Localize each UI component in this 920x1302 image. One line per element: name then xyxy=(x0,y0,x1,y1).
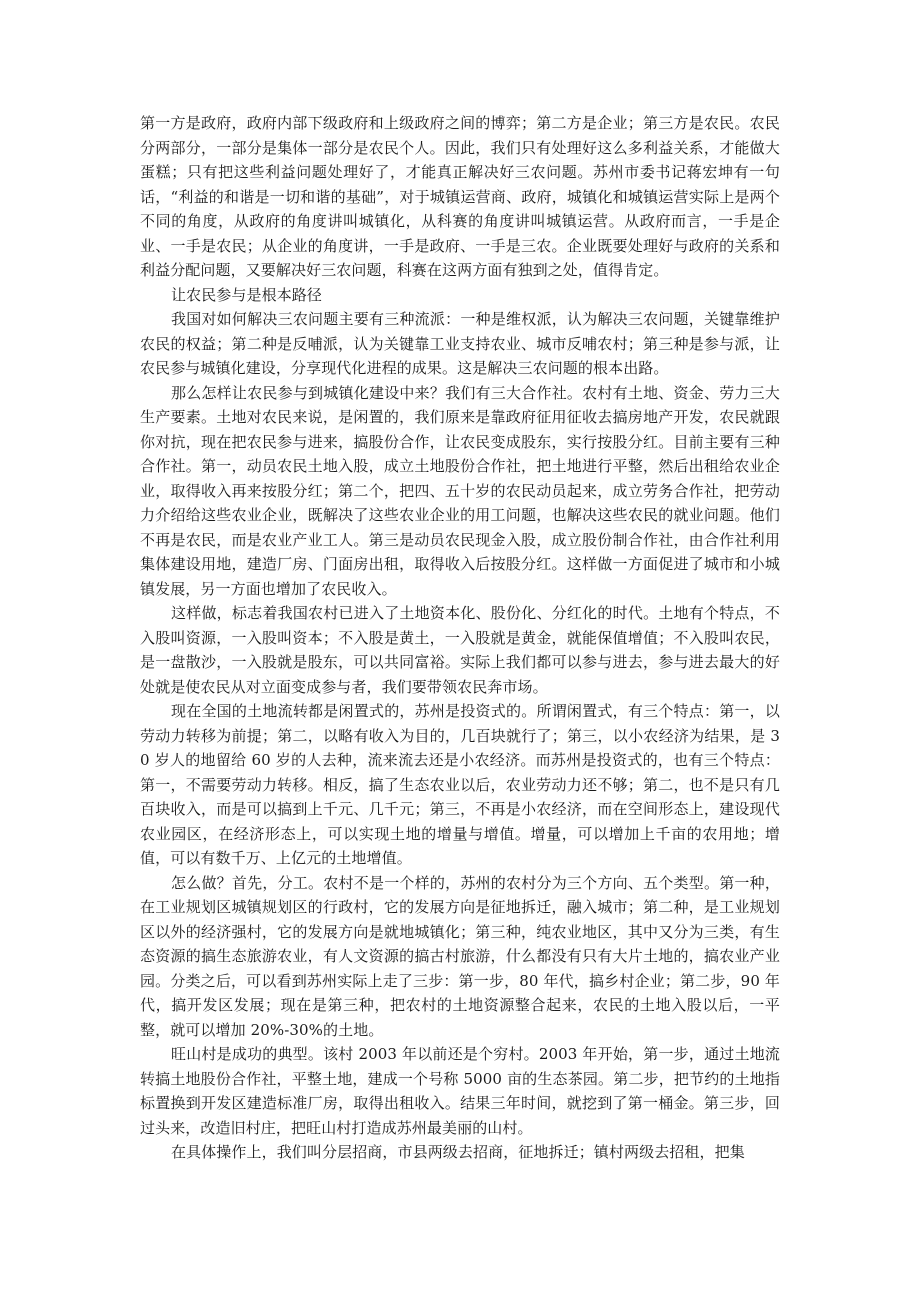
paragraph-2: 我国对如何解决三农问题主要有三种流派：一种是维权派，认为解决三农问题，关键靠维护农民的权益；第二种是反哺派，认为关键靠工业支持农业、城市反哺农村；第三种是参与派，让农民参与城镇化建设，分享现代化进程的成果。这是解决三农问题的根本出路。 xyxy=(140,310,780,377)
paragraph-3: 那么怎样让农民参与到城镇化建设中来？我们有三大合作社。农村有土地、资金、劳力三大生产要素。土地对农民来说，是闲置的，我们原来是靠政府征用征收去搞房地产开发，农民就跟你对抗，现在把农民参与进来，搞股份合作，让农民变成股东，实行按股分红。目前主要有三种合作社。第一，动员农民土地入股，成立土地股份合作社，把土地进行平整，然后出租给农业企业，取得收入再来按股分红；第二个，把四、五十岁的农民动员起来，成立劳务合作社，把劳动力介绍给这些农业企业，既解决了这些农业企业的用工问题，也解决这些农民的就业问题。他们不再是农民，而是农业产业工人。第三是动员农民现金入股，成立股份制合作社，由合作社利用集体建设用地，建造厂房、门面房出租，取得收入后按股分红。这样做一方面促进了城市和小城镇发展，另一方面也增加了农民收入。 xyxy=(140,383,780,598)
paragraph-1: 第一方是政府，政府内部下级政府和上级政府之间的博弈；第二方是企业；第三方是农民。农民分两部分，一部分是集体一部分是农民个人。因此，我们只有处理好这么多利益关系，才能做大蛋糕；只有把这些利益问题处理好了，才能真正解决好三农问题。苏州市委书记蒋宏坤有一句话，“利益的和谐是一切和谐的基础”，对于城镇运营商、政府，城镇化和城镇运营实际上是两个不同的角度，从政府的角度讲叫城镇化，从科赛的角度讲叫城镇运营。从政府而言，一手是企业、一手是农民；从企业的角度讲，一手是政府、一手是三农。企业既要处理好与政府的关系和利益分配问题，又要解决好三农问题，科赛在这两方面有独到之处，值得肯定。 xyxy=(140,114,780,279)
paragraph-5: 现在全国的土地流转都是闲置式的，苏州是投资式的。所谓闲置式，有三个特点：第一，以劳动力转移为前提；第二，以略有收入为目的，几百块就行了；第三，以小农经济为结果，是 30 岁人的地留给 60 岁的人去种，流来流去还是小农经济。而苏州是投资式的，也有三个特点：第一，不需要劳动力转移。相反，搞了生态农业以后，农业劳动力还不够；第二，也不是只有几百块收入，而是可以搞到上千元、几千元；第三，不再是小农经济，而在空间形态上，建设现代农业园区，在经济形态上，可以实现土地的增量与增值。增量，可以增加上千亩的农用地；增值，可以有数千万、上亿元的土地增值。 xyxy=(140,702,780,867)
paragraph-7: 旺山村是成功的典型。该村 2003 年以前还是个穷村。2003 年开始，第一步，通过土地流转搞土地股份合作社，平整土地，建成一个号称 5000 亩的生态茶园。第二步，把节约的土地指标置换到开发区建造标准厂房，取得出租收入。结果三年时间，就挖到了第一桶金。第三步，回过头来，改造旧村庄，把旺山村打造成苏州最美丽的山村。 xyxy=(140,1045,780,1137)
section-heading: 让农民参与是根本路径 xyxy=(171,285,323,304)
document-page xyxy=(140,111,780,1165)
paragraph-6: 怎么做？首先，分工。农村不是一个样的，苏州的农村分为三个方向、五个类型。第一种，在工业规划区城镇规划区的行政村，它的发展方向是征地拆迁，融入城市；第二种，是工业规划区以外的经济强村，它的发展方向是就地城镇化；第三种，纯农业地区，其中又分为三类，有生态资源的搞生态旅游农业，有人文资源的搞古村旅游，什么都没有只有大片土地的，搞农业产业园。分类之后，可以看到苏州实际上走了三步：第一步，80 年代，搞乡村企业；第二步，90 年代，搞开发区发展；现在是第三种，把农村的土地资源整合起来，农民的土地入股以后，一平整，就可以增加 20%-30%的土地。 xyxy=(140,873,780,1039)
paragraph-8: 在具体操作上，我们叫分层招商，市县两级去招商，征地拆迁；镇村两级去招租，把集 xyxy=(171,1143,745,1161)
paragraph-4: 这样做，标志着我国农村已进入了土地资本化、股份化、分红化的时代。土地有个特点，不入股叫资源，一入股叫资本；不入股是黄土，一入股就是黄金，就能保值增值；不入股叫农民，是一盘散沙，一入股就是股东，可以共同富裕。实际上我们都可以参与进去，参与进去最大的好处就是使农民从对立面变成参与者，我们要带领农民奔市场。 xyxy=(140,604,780,696)
